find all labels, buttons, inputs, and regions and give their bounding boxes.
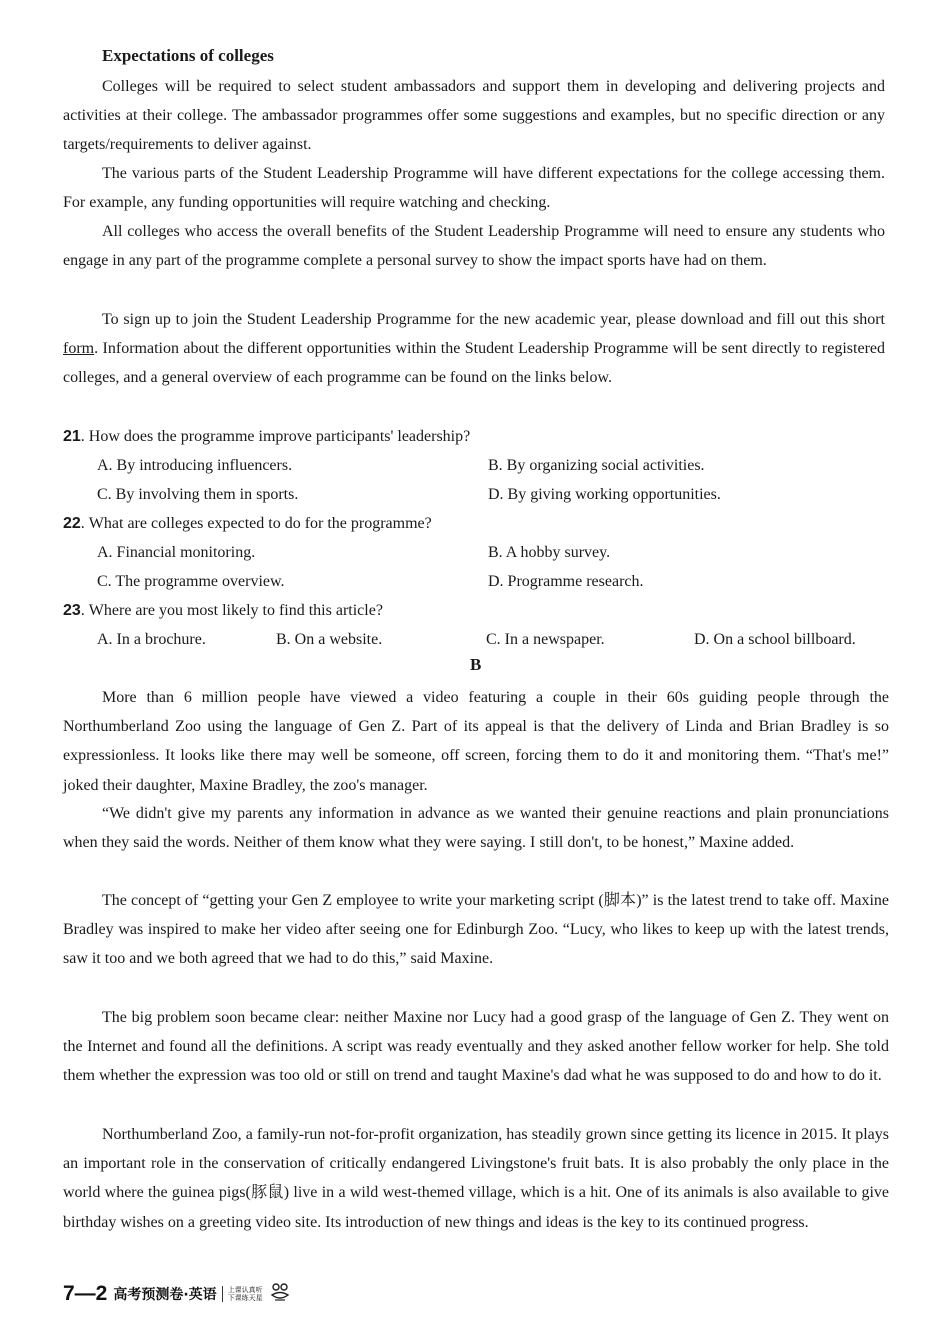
question-number: 23: [63, 602, 81, 619]
question-text: What are colleges expected to do for the programme?: [88, 515, 432, 532]
option-21-a[interactable]: A. By introducing influencers.: [97, 457, 293, 474]
paragraph-a4: [63, 305, 885, 393]
option-21-d[interactable]: D. By giving working opportunities.: [488, 486, 721, 503]
paragraph-b5: Northumberland Zoo, a family-run not-for-profit organization, has steadily grown since getting its licence in 2015. It plays an important role in the conservation of critically endangered Livingstone's fruit bats. It is also probably the only place in the world where the guinea pigs(豚鼠) live in a wild west-themed village, which is a hit. One of its animals is also available to give birthday wishes on a greeting video site. Its introduction of new things and ideas is the key to its continued progress.: [63, 1126, 889, 1231]
question-text: How does the programme improve participants' leadership?: [88, 428, 471, 445]
publisher-logo-icon: [269, 1281, 291, 1308]
page-number: 7—2: [63, 1282, 108, 1305]
option-21-b[interactable]: B. By organizing social activities.: [488, 457, 705, 474]
paragraph-a3: All colleges who access the overall benefits of the Student Leadership Programme will need to ensure any students who engage in any part of the programme complete a personal survey to show the impact sports have had on them.: [63, 223, 885, 270]
option-23-d[interactable]: D. On a school billboard.: [694, 631, 856, 648]
paragraph-b3: The concept of “getting your Gen Z employee to write your marketing script (脚本)” is the latest trend to take off. Maxine Bradley was inspired to make her video after seeing one for Edinburgh Zoo. “Lucy, who likes to keep up with the latest trends, saw it too and we both agreed that we had to do this,” said Maxine.: [63, 892, 889, 968]
question-number: 22: [63, 515, 81, 532]
paragraph-a4-text-1: To sign up to join the Student Leadership Programme for the new academic year, please download and fill out this short: [102, 311, 885, 328]
option-22-c[interactable]: C. The programme overview.: [97, 573, 285, 590]
option-22-d[interactable]: D. Programme research.: [488, 573, 644, 590]
footer-slogan: [228, 1286, 263, 1302]
page-footer: [63, 1281, 353, 1307]
section-b-label: B: [470, 655, 482, 674]
form-link[interactable]: form: [63, 340, 95, 358]
paragraph-a2: The various parts of the Student Leadership Programme will have different expectations for the college accessing them. For example, any funding opportunities will require watching and checking.: [63, 165, 885, 212]
footer-divider: [222, 1286, 223, 1302]
option-21-c[interactable]: C. By involving them in sports.: [97, 486, 299, 503]
question-21: 21. How does the programme improve participants' leadership?: [63, 428, 471, 445]
question-number: 21: [63, 428, 81, 445]
slogan-line-1: 上课认真听: [227, 1286, 263, 1294]
book-title: 高考预测卷·英语: [113, 1287, 217, 1303]
question-22: 22. What are colleges expected to do for the programme?: [63, 515, 432, 532]
paragraph-a1: Colleges will be required to select student ambassadors and support them in developing and delivering projects and activities at their college. The ambassador programmes offer some suggestions and examples, but no specific direction or any targets/requirements to deliver against.: [63, 78, 885, 154]
option-23-b[interactable]: B. On a website.: [276, 631, 383, 648]
option-22-b[interactable]: B. A hobby survey.: [488, 544, 611, 561]
paragraph-b4: The big problem soon became clear: neither Maxine nor Lucy had a good grasp of the language of Gen Z. They went on the Internet and found all the definitions. A script was ready eventually and they asked another fellow worker for help. She told them whether the expression was too old or still on trend and taught Maxine's dad what he was supposed to do and how to do it.: [63, 1009, 889, 1085]
paragraph-b1: More than 6 million people have viewed a video featuring a couple in their 60s guiding people through the Northumberland Zoo using the language of Gen Z. Part of its appeal is that the delivery of Linda and Brian Bradley is so expressionless. It looks like there may well be someone, off screen, forcing them to do it and monitoring them. “That's me!” joked their daughter, Maxine Bradley, the zoo's manager.: [63, 689, 889, 794]
option-23-a[interactable]: A. In a brochure.: [97, 631, 206, 648]
slogan-line-2: 下课练天星: [227, 1294, 263, 1302]
question-text: Where are you most likely to find this article?: [88, 602, 383, 619]
option-23-c[interactable]: C. In a newspaper.: [486, 631, 605, 648]
paragraph-a4-text-2: . Information about the different opportunities within the Student Leadership Programme will be sent directly to registered colleges, and a general overview of each programme can be found on the links below.: [63, 340, 885, 387]
question-23: 23. Where are you most likely to find this article?: [63, 602, 383, 619]
option-22-a[interactable]: A. Financial monitoring.: [97, 544, 256, 561]
section-heading: Expectations of colleges: [102, 46, 274, 65]
paragraph-b2: “We didn't give my parents any information in advance as we wanted their genuine reactions and plain pronunciations when they said the words. Neither of them know what they were saying. I still don't, to be honest,” Maxine added.: [63, 805, 889, 852]
